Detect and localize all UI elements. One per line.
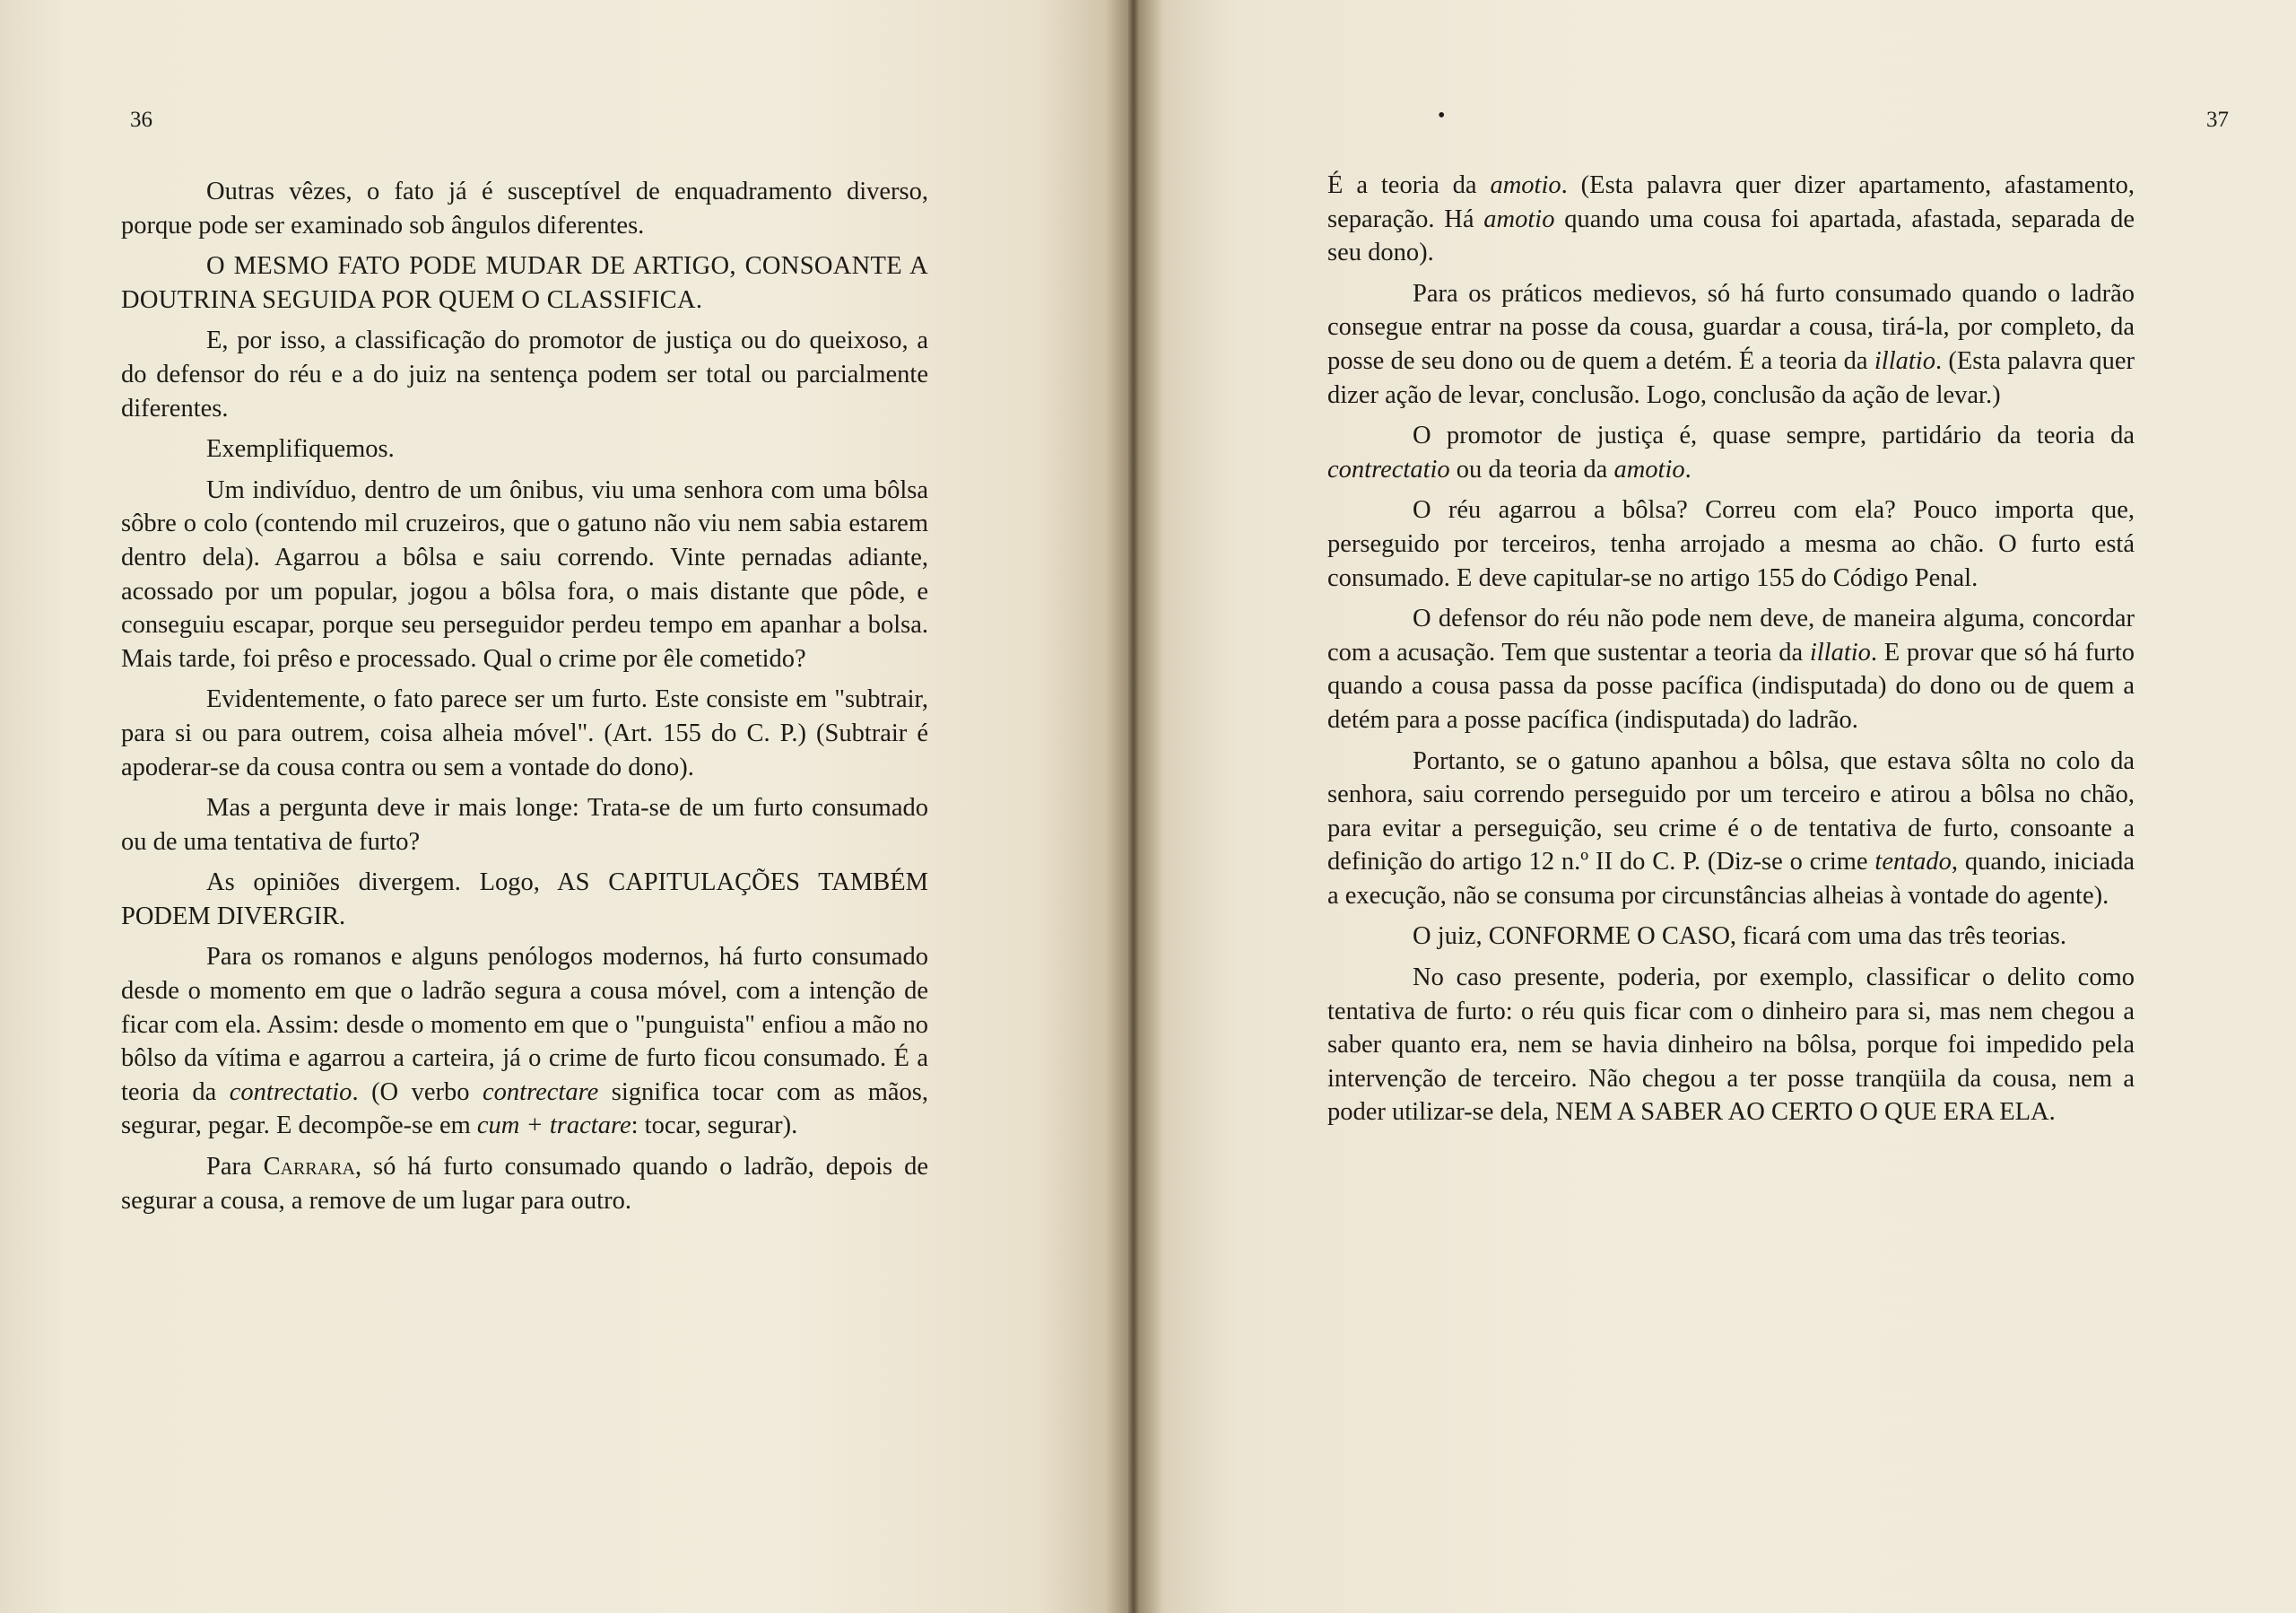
text-run: . (O verbo	[352, 1077, 483, 1106]
italic-term: contrectare	[483, 1077, 599, 1106]
text-run: O promotor de justiça é, quase sempre, partidário da teoria da	[1413, 422, 2135, 450]
italic-term: cum + tractare	[476, 1112, 631, 1140]
italic-term: tentado	[1874, 848, 1952, 876]
author-name: Carrara	[263, 1153, 355, 1181]
paragraph: Exemplifiquemos.	[206, 435, 395, 464]
paragraph: Evidentemente, o fato parece ser um furto. Este consiste em "subtrair, para si ou para outrem, coisa alheia móvel". (Art. 155 do C. P.) (Subtrair é apoderar-se da cousa contra ou sem a vontade do dono).	[121, 685, 928, 781]
text-run: , só há furto consumado quando o ladrão, depois de segurar a cousa, a remove de um lugar para outro.	[121, 1153, 928, 1215]
paragraph: O réu agarrou a bôlsa? Correu com ela? Pouco importa que, perseguido por terceiros, tenha arrojado a mesma ao chão. O furto está consumado. E deve capitular-se no artigo 155 do Código Penal.	[1327, 496, 2135, 592]
paragraph: As opiniões divergem. Logo, AS CAPITULAÇÕES TAMBÉM PODEM DIVERGIR.	[121, 868, 928, 930]
italic-term: illatio	[1874, 346, 1935, 375]
text-run: . (Esta palavra quer dizer ação de levar, conclusão. Logo, conclusão da ação de levar.)	[1327, 346, 2135, 409]
text-run: É a teoria da	[1327, 171, 1491, 199]
paragraph	[121, 1150, 928, 1217]
italic-term: illatio	[1809, 638, 1871, 667]
paragraph	[1327, 419, 2135, 486]
text-run: Para	[206, 1153, 264, 1181]
text-run: . (Esta palavra quer dizer apartamento, afastamento, separação. Há	[1327, 171, 2135, 233]
text-run: : tocar, segurar).	[631, 1112, 798, 1140]
paragraph	[1327, 602, 2135, 737]
paragraph	[121, 940, 928, 1143]
text-run: , quando, iniciada a execução, não se consuma por circunstâncias alheias à vontade do agente).	[1327, 848, 2135, 910]
italic-term: contrectatio	[229, 1077, 352, 1106]
right-page	[1132, 0, 2296, 1613]
right-page-text	[1327, 169, 2135, 1137]
text-run: Portanto, se o gatuno apanhou a bôlsa, que estava sôlta no colo da senhora, saiu correndo perseguido por um terceiro e atirou a bôlsa no chão, para evitar a perseguição, seu crime é o de tentativa de furto, consoante a definição do artigo 12 n.º II do C. P. (Diz-se o crime	[1327, 746, 2135, 876]
text-run: significa tocar com as mãos, segurar, pegar. E decompõe-se em	[121, 1077, 928, 1140]
left-page	[0, 0, 1128, 1613]
left-page-text	[121, 175, 928, 1225]
text-run: Para os práticos medievos, só há furto consumado quando o ladrão consegue entrar na posse da cousa, guardar a cousa, tirá-la, por completo, da posse de seu dono ou de quem a detém. É a teoria da	[1327, 279, 2135, 375]
italic-term: amotio	[1483, 205, 1555, 233]
dot-mark: •	[1438, 104, 1446, 127]
paragraph	[1327, 169, 2135, 270]
paragraph	[1327, 745, 2135, 913]
page-number-right: 37	[2206, 108, 2229, 132]
paragraph: E, por isso, a classificação do promotor de justiça ou do queixoso, a do defensor do réu e a do juiz na sentença podem ser total ou parcialmente diferentes.	[121, 327, 928, 423]
text-run: O defensor do réu não pode nem deve, de maneira alguma, concordar com a acusação. Tem que sustentar a teoria da	[1327, 605, 2135, 667]
paragraph	[1327, 277, 2135, 412]
italic-term: amotio	[1613, 455, 1685, 484]
paragraph: Mas a pergunta deve ir mais longe: Trata-se de um furto consumado ou de uma tentativa de furto?	[121, 794, 928, 856]
paragraph: Outras vêzes, o fato já é susceptível de enquadramento diverso, porque pode ser examinado sob ângulos diferentes.	[121, 178, 928, 240]
italic-term: amotio	[1490, 171, 1561, 199]
paragraph: O MESMO FATO PODE MUDAR DE ARTIGO, CONSOANTE A DOUTRINA SEGUIDA POR QUEM O CLASSIFICA.	[121, 252, 928, 314]
page-number-left: 36	[130, 108, 152, 132]
paragraph: Um indivíduo, dentro de um ônibus, viu uma senhora com uma bôlsa sôbre o colo (contendo mil cruzeiros, que o gatuno não viu nem sabia estarem dentro dela). Agarrou a bôlsa e saiu correndo. Vinte pernadas adiante, acossado por um popular, jogou a bôlsa fora, o mais distante que pôde, e conseguiu escapar, porque seu perseguidor perdeu tempo em apanhar a bolsa. Mais tarde, foi prêso e processado. Qual o crime por êle cometido?	[121, 475, 928, 673]
text-run: .	[1684, 455, 1692, 484]
paragraph: O juiz, CONFORME O CASO, ficará com uma das três teorias.	[1413, 922, 2067, 951]
text-run: . E provar que só há furto quando a cousa passa da posse pacífica (indisputada) do dono ou de quem a detém para a posse pacífica (indisputada) do ladrão.	[1327, 638, 2135, 734]
text-run: Para os romanos e alguns penólogos modernos, há furto consumado desde o momento em que o ladrão segura a cousa móvel, com a intenção de ficar com ela. Assim: desde o momento em que o "punguista" enfiou a mão no bôlso da vítima e agarrou a carteira, já o crime de furto ficou consumado. É a teoria da	[121, 943, 928, 1106]
book-gutter	[1105, 0, 1162, 1613]
text-run: ou da teoria da	[1449, 455, 1614, 484]
italic-term: contrectatio	[1327, 455, 1450, 484]
text-run: quando uma cousa foi apartada, afastada, separada de seu dono).	[1327, 205, 2135, 267]
paragraph: No caso presente, poderia, por exemplo, classificar o delito como tentativa de furto: o réu quis ficar com o dinheiro para si, mas nem chegou a saber quanto era, nem se havia dinheiro na bôlsa, porque foi impedido pela intervenção de terceiro. Não chegou a ter posse tranqüila da cousa, nem a poder utilizar-se dela, NEM A SABER AO CERTO O QUE ERA ELA.	[1327, 963, 2135, 1127]
